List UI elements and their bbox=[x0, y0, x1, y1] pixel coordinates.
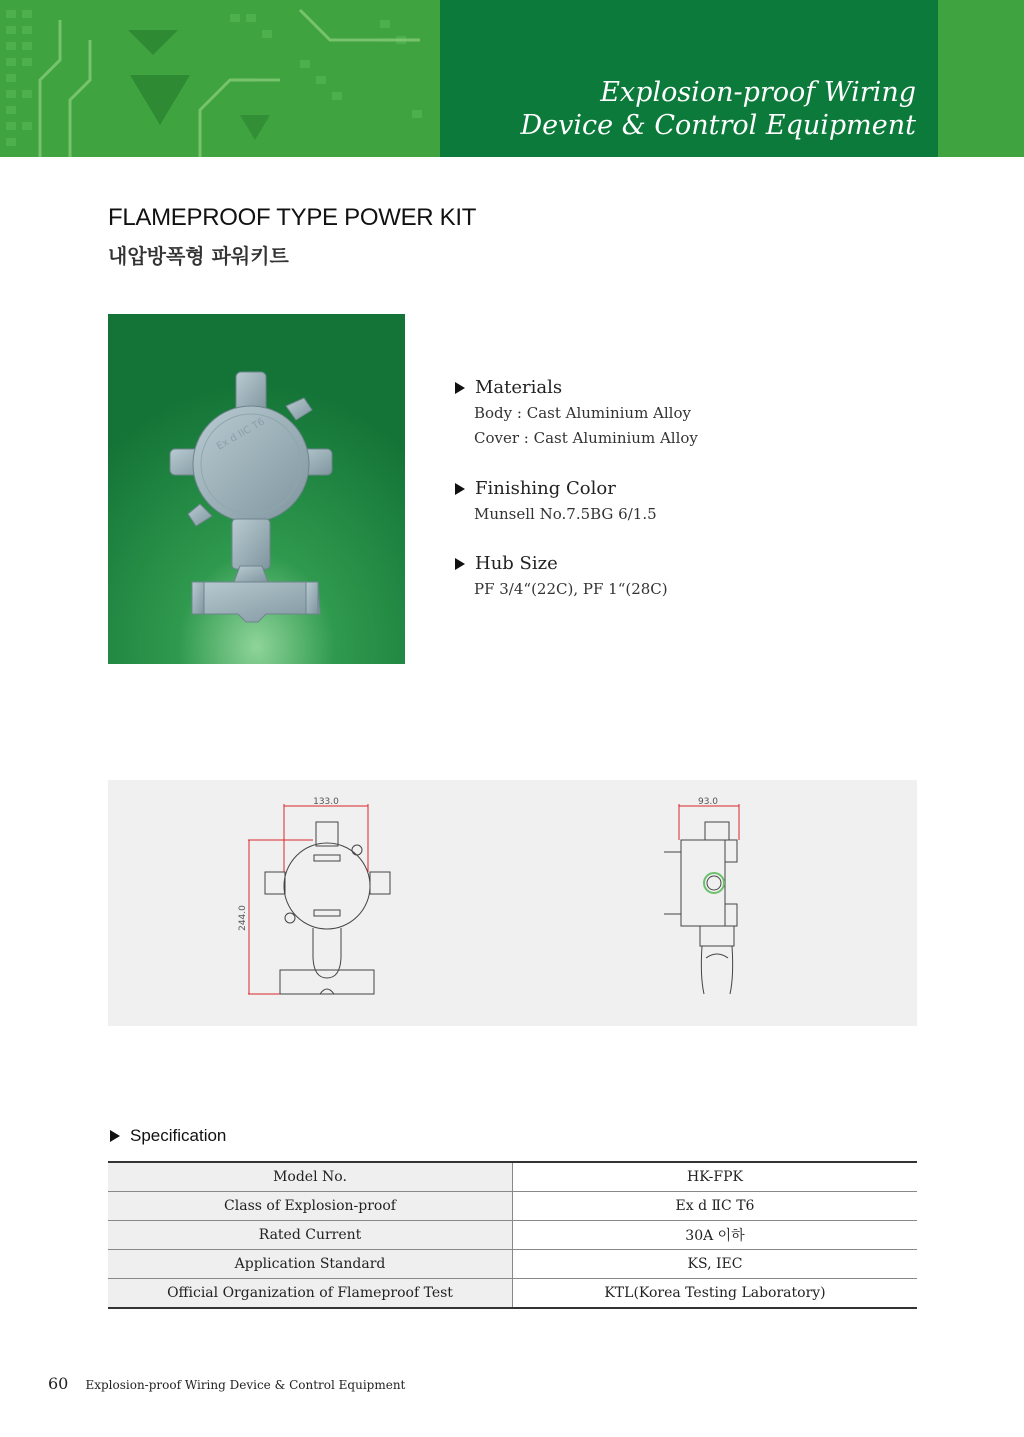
spec-label: Class of Explosion-proof bbox=[108, 1192, 513, 1221]
product-title-ko: 내압방폭형 파워키트 bbox=[108, 244, 289, 268]
table-row bbox=[108, 1250, 917, 1279]
spec-value: 30A 이하 bbox=[513, 1221, 918, 1250]
table-row bbox=[108, 1192, 917, 1221]
banner-decoration-right bbox=[938, 0, 1024, 157]
bullet-triangle-icon bbox=[455, 382, 465, 394]
spec-finishing-color bbox=[455, 478, 657, 524]
spec-finishing-color-line: Munsell No.7.5BG 6/1.5 bbox=[474, 505, 657, 523]
header-banner bbox=[0, 0, 1024, 157]
spec-materials-line: Body : Cast Aluminium Alloy bbox=[474, 404, 691, 422]
product-title-en: FLAMEPROOF TYPE POWER KIT bbox=[108, 204, 477, 231]
banner-title-line1: Explosion-proof Wiring bbox=[600, 77, 916, 108]
side-view-drawing bbox=[664, 822, 737, 994]
technical-drawing bbox=[108, 780, 917, 1026]
spec-hub-size-line: PF 3/4“(22C), PF 1“(28C) bbox=[474, 580, 668, 598]
spec-label: Model No. bbox=[108, 1162, 513, 1192]
specification-title-text: Specification bbox=[130, 1126, 227, 1145]
banner-title bbox=[521, 76, 916, 142]
spec-materials-line: Cover : Cast Aluminium Alloy bbox=[474, 429, 698, 447]
page-footer bbox=[48, 1374, 405, 1393]
bullet-triangle-icon bbox=[110, 1130, 120, 1142]
spec-value: KTL(Korea Testing Laboratory) bbox=[513, 1279, 918, 1309]
page-number: 60 bbox=[48, 1374, 69, 1393]
table-row bbox=[108, 1162, 917, 1192]
spec-materials-heading: Materials bbox=[475, 377, 563, 398]
spec-value: KS, IEC bbox=[513, 1250, 918, 1279]
specification-table bbox=[108, 1161, 917, 1309]
bullet-triangle-icon bbox=[455, 483, 465, 495]
banner-decoration-left bbox=[0, 0, 440, 157]
banner-title-line2: Device & Control Equipment bbox=[520, 110, 916, 141]
front-dimension-lines bbox=[248, 804, 368, 994]
spec-hub-size-heading: Hub Size bbox=[475, 553, 558, 574]
spec-value: HK-FPK bbox=[513, 1162, 918, 1192]
spec-materials bbox=[455, 377, 698, 448]
front-width-label: 133.0 bbox=[313, 797, 339, 807]
product-photo bbox=[108, 314, 405, 664]
spec-finishing-color-heading: Finishing Color bbox=[475, 478, 616, 499]
spec-hub-size bbox=[455, 553, 668, 599]
table-row bbox=[108, 1279, 917, 1309]
spec-value: Ex d ⅡC T6 bbox=[513, 1192, 918, 1221]
side-width-label: 93.0 bbox=[697, 797, 719, 807]
circuit-pattern-icon bbox=[0, 0, 440, 157]
table-row bbox=[108, 1221, 917, 1250]
photo-label: Ex d IIC T6 bbox=[214, 416, 267, 453]
spec-label: Application Standard bbox=[108, 1250, 513, 1279]
footer-text: Explosion-proof Wiring Device & Control Equipment bbox=[85, 1378, 406, 1392]
bullet-triangle-icon bbox=[455, 558, 465, 570]
specification-title bbox=[110, 1126, 226, 1146]
spec-label: Official Organization of Flameproof Test bbox=[108, 1279, 513, 1309]
spec-label: Rated Current bbox=[108, 1221, 513, 1250]
front-height-label: 244.0 bbox=[238, 905, 248, 931]
